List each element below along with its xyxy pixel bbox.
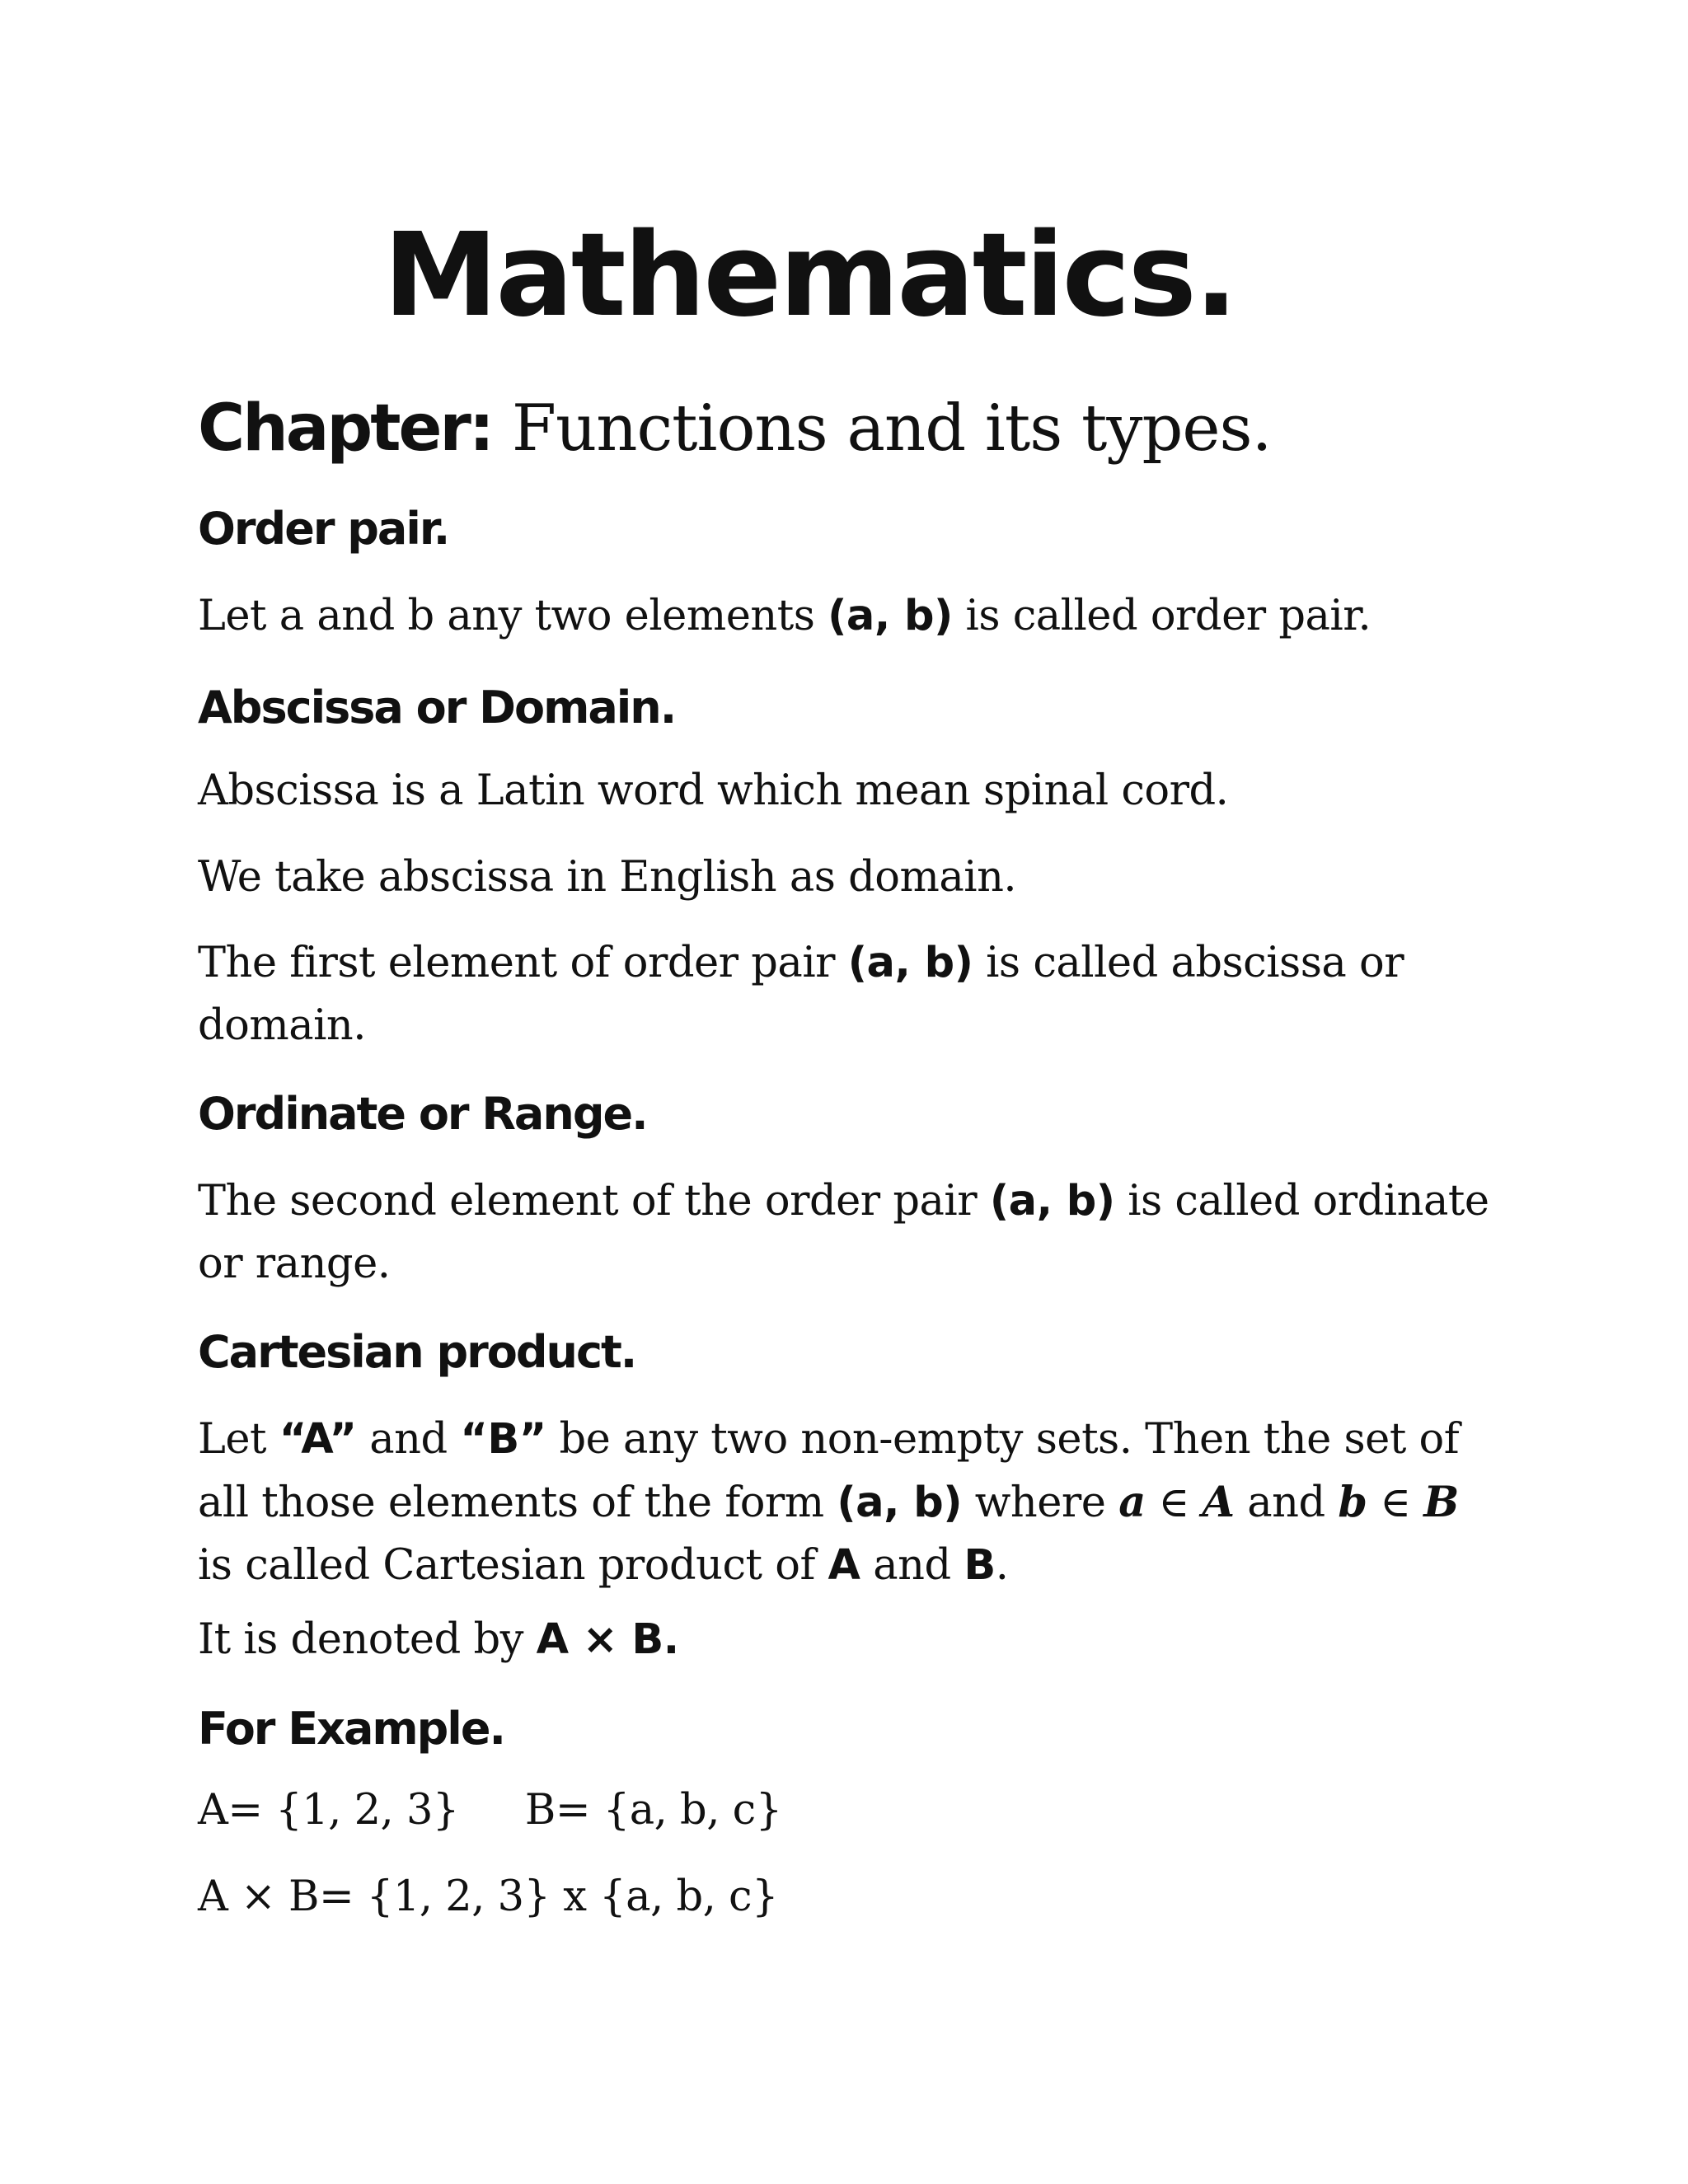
text-run: is called ordinate	[1114, 1177, 1489, 1226]
text-run: be any two non-empty sets. Then the set of	[546, 1415, 1460, 1464]
set-b-definition: B= {a, b, c}	[524, 1786, 782, 1835]
text-run: It is denoted by	[198, 1615, 537, 1664]
math-var-A: A	[1202, 1478, 1235, 1527]
chapter-line	[198, 387, 1271, 470]
order-pair-definition	[198, 585, 1371, 648]
page-title: Mathematics.	[383, 209, 1236, 343]
text-run: and	[860, 1541, 964, 1590]
abscissa-para-3	[198, 932, 1404, 1057]
math-ordered-pair: (a, b)	[828, 592, 953, 640]
math-set-b: “B”	[460, 1415, 546, 1464]
text-run: Let a and b any two elements	[198, 592, 828, 640]
heading-ordinate: Ordinate or Range.	[198, 1088, 647, 1140]
text-run: The second element of the order pair	[198, 1177, 990, 1226]
math-element-of: ∈	[1145, 1479, 1203, 1527]
example-sets	[198, 1779, 782, 1842]
math-ordered-pair: (a, b)	[989, 1177, 1115, 1226]
text-run: .	[995, 1541, 1009, 1590]
chapter-title: Functions and its types.	[492, 391, 1272, 466]
math-B: B	[964, 1541, 996, 1590]
text-run: domain.	[198, 1001, 366, 1050]
text-run: where	[962, 1479, 1119, 1527]
text-run: is called abscissa or	[973, 939, 1404, 987]
heading-abscissa: Abscissa or Domain.	[198, 682, 676, 733]
heading-cartesian-product: Cartesian product.	[198, 1326, 636, 1378]
abscissa-para-2: We take abscissa in English as domain.	[198, 853, 1017, 902]
math-var-B: B	[1423, 1478, 1459, 1527]
math-ordered-pair: (a, b)	[847, 939, 973, 987]
math-var-a: a	[1118, 1478, 1146, 1527]
cartesian-notation	[198, 1609, 679, 1671]
set-a-definition: A= {1, 2, 3}	[198, 1786, 459, 1835]
math-A: A	[828, 1541, 860, 1590]
text-run: or range.	[198, 1240, 391, 1288]
math-a-times-b: A × B.	[536, 1615, 679, 1664]
heading-example: For Example.	[198, 1703, 504, 1755]
math-element-of: ∈	[1367, 1479, 1424, 1527]
text-run: and	[356, 1415, 461, 1464]
text-run: all those elements of the form	[198, 1479, 837, 1527]
text-run: is called Cartesian product of	[198, 1541, 828, 1590]
math-set-a: “A”	[279, 1415, 357, 1464]
math-var-b: b	[1338, 1478, 1367, 1527]
text-run: is called order pair.	[952, 592, 1372, 640]
text-run: and	[1234, 1479, 1339, 1527]
ordinate-para	[198, 1170, 1489, 1296]
chapter-label: Chapter:	[198, 391, 493, 466]
cartesian-definition	[198, 1408, 1459, 1597]
example-product: A × B= {1, 2, 3} x {a, b, c}	[198, 1872, 779, 1921]
abscissa-para-1: Abscissa is a Latin word which mean spinal cord.	[198, 766, 1229, 815]
math-ordered-pair: (a, b)	[837, 1479, 963, 1527]
text-run: Let	[198, 1415, 279, 1464]
heading-order-pair: Order pair.	[198, 503, 449, 555]
text-run: The first element of order pair	[198, 939, 848, 987]
